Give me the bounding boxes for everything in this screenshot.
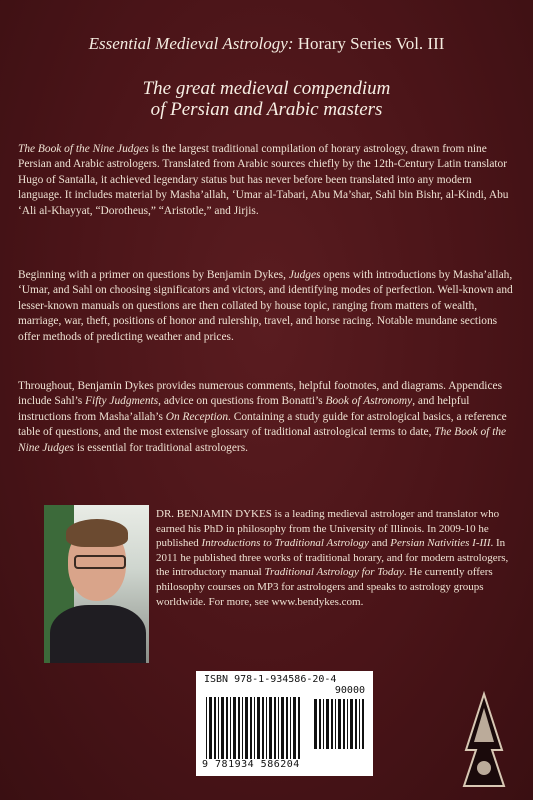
- title-italic: Book of Astronomy: [325, 395, 413, 408]
- series-title-italic: Essential Medieval Astrology:: [88, 34, 294, 53]
- tagline-line-2: of Persian and Arabic masters: [150, 99, 383, 120]
- paragraph-text: . Containing a study guide for astrological basics, a reference table of questions, and the most extensive glossary of traditional astrological terms to date,: [18, 410, 507, 439]
- author-photo: [44, 505, 149, 663]
- series-title: [0, 34, 533, 54]
- judges-italic: Judges: [288, 269, 321, 281]
- paragraph-text: is the largest traditional compilation of horary astrology, drawn from nine Persian and Arabic astrologers. Translated from Arabic sources chiefly by the 12th-Century Latin translator Hugo of Santalla, it achieved legendary status but has never before been translated into any modern language. It includes material by Masha’allah, ‘Umar al-Tabari, Abu Ma’shar, Sahl bin Bishr, al-Kindi, Abu ‘Ali al-Khayyat, “Dorotheus,” “Aristotle,” and Jirjis.: [18, 143, 509, 217]
- paragraph-text: is essential for traditional astrologers.: [74, 441, 248, 454]
- ean-digits: 9 781934 586204: [202, 759, 300, 770]
- title-italic: The Book of the Nine Judges: [18, 426, 507, 454]
- bio-text: and: [368, 537, 391, 550]
- bio-title-italic: Introductions to Traditional Astrology: [201, 537, 369, 550]
- photo-author-glasses: [74, 555, 126, 569]
- description-paragraph-3: [18, 379, 518, 456]
- bio-title-italic: Persian Nativities I-III: [390, 537, 491, 550]
- tagline: [0, 78, 533, 120]
- book-title-italic: The Book of the Nine Judges: [18, 143, 149, 155]
- title-italic: Fifty Judgments: [85, 395, 159, 408]
- paragraph-text: opens with introductions by Masha’allah, ‘Umar, and Sahl on choosing significators and victors, and identifying modes of perfection. Well-known and lesser-known manuals on questions are then collated by house topic, ranging from matters of wealth, marriage, war, theft, positions of honor and rulership, travel, and horse racing. Notable mundane sections offer methods of predicting weather and prices.: [18, 269, 513, 343]
- bio-text: DR. BENJAMIN DYKES is a leading medieval astrologer and translator who earned his PhD in philosophy from the University of Illinois. In 2009-10 he published: [156, 508, 500, 550]
- paragraph-text: Throughout, Benjamin Dykes provides numerous comments, helpful footnotes, and diagrams. Appendices include Sahl’s: [18, 380, 503, 408]
- bio-title-italic: Traditional Astrology for Today: [264, 566, 404, 579]
- paragraph-text: , advice on questions from Bonatti’s: [158, 395, 326, 408]
- description-paragraph-1: [18, 142, 518, 219]
- price-code: 90000: [334, 685, 365, 696]
- barcode-bars-addon: [314, 699, 364, 749]
- bio-text: . He currently offers philosophy courses on MP3 for astrologers and speaks to astrology groups worldwide. For more, see www.bendykes.com.: [156, 566, 493, 608]
- isbn-number: ISBN 978-1-934586-20-4: [204, 674, 337, 685]
- bio-text: . In 2011 he published three works of traditional horary, and for modern astrologers, the introductory manual: [156, 537, 509, 579]
- paragraph-text: Beginning with a primer on questions by Benjamin Dykes,: [18, 269, 289, 281]
- series-title-rest: Horary Series Vol. III: [293, 34, 445, 53]
- title-italic: On Reception: [165, 410, 229, 423]
- barcode-bars-main: [206, 697, 300, 759]
- description-paragraph-2: [18, 268, 518, 345]
- photo-author-body: [50, 605, 146, 663]
- publisher-logo-icon: [454, 690, 514, 790]
- photo-author-hair: [66, 519, 128, 547]
- paragraph-text: , and helpful instructions from Masha’allah’s: [18, 395, 470, 423]
- tagline-line-1: The great medieval compendium: [142, 78, 391, 99]
- author-bio: [156, 507, 518, 609]
- isbn-barcode: [196, 671, 373, 776]
